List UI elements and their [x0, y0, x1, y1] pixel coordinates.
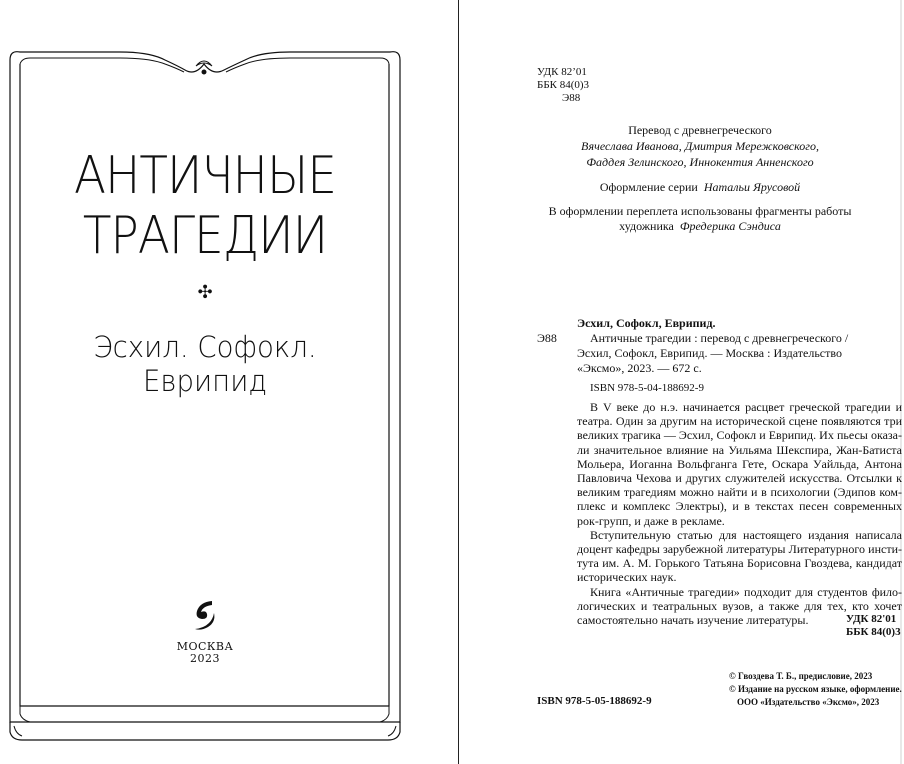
catalog-line2: Эсхил, Софокл, Еврипид. — Москва : Издательство: [577, 346, 842, 360]
page-divider: [458, 0, 459, 764]
catalog-heading: Эсхил, Софокл, Еврипид.: [577, 316, 716, 330]
fleuron-icon: ✣: [197, 282, 213, 303]
cover-credit-line2: [520, 219, 880, 234]
bottom-udk-code: УДК 82'01: [846, 613, 897, 625]
annotation-p2-line: исторических наук.: [577, 570, 677, 585]
annotation-p2-line: Вступительную статью для настоящего издания написала: [590, 527, 902, 542]
annotation-p3-line: самостоятельно начать изучение литературы.: [577, 613, 809, 627]
author-mark: Э88: [562, 92, 581, 104]
annotation-p1-line: рок-групп, и даже в рекламе.: [577, 513, 725, 528]
catalog-mark: Э88: [537, 331, 557, 345]
eksmo-logo-icon: [190, 598, 220, 634]
annotation-p1-line: театра. Один за другим на исторической сцене появляются три: [577, 414, 902, 429]
annotation-p3-line: Книга «Античные трагедии» подходит для студентов фило-: [590, 584, 902, 599]
catalog-isbn: ISBN 978-5-04-188692-9: [590, 382, 704, 394]
series-design-label: Оформление серии: [599, 180, 698, 194]
annotation-p2-line: доцент кафедры зарубежной литературы Литературного инсти-: [577, 542, 902, 556]
annotation-p1-line: плекс и комплекс Электры), и в текстах песен современных: [577, 499, 902, 514]
translation-label: Перевод с древнегреческого: [628, 123, 772, 137]
series-designer: Натальи Ярусовой: [703, 180, 801, 194]
series-design-credit: [520, 180, 880, 195]
publisher-city: МОСКВА: [176, 640, 234, 653]
catalog-line1: Античные трагедии : перевод с древнегреческого /: [590, 331, 849, 345]
annotation-p1-line: Мольера, Иоганна Вольфганга Гете, Оскара Уайльда, Антона: [577, 456, 902, 471]
page-edge: [900, 0, 902, 764]
annotation-p1-line: ли значительное влияние на Уильяма Шекспира, Жан-Батиста: [577, 442, 902, 457]
annotation-p1-line: великим трагедиям можно найти и в психологии (Эдипов ком-: [577, 485, 902, 500]
bottom-isbn: ISBN 978-5-05-188692-9: [537, 695, 652, 707]
book-authors: Эсхил. Софокл. Еврипид: [93, 330, 317, 398]
bbk-code: ББК 84(0)3: [537, 79, 590, 91]
copyright-line2: © Издание на русском языке, оформление.: [729, 684, 902, 694]
cover-artist-label: художника: [619, 219, 674, 233]
annotation-p3-line: логических и театральных вузов, а также для тех, кто хочет: [577, 598, 902, 613]
annotation-p1-line: Павловича Чехова и других служителей искусства. Отсылки к: [577, 471, 902, 485]
cover-artist: Фредерика Сэндиса: [679, 219, 781, 233]
annotation-p2-line: тута им. А. М. Горького Татьяна Борисовна Гвоздева, кандидат: [577, 556, 902, 571]
book-title-line2: ТРАГЕДИИ: [82, 206, 328, 266]
copyright-line1: © Гвоздева Т. Б., предисловие, 2023: [729, 671, 873, 681]
book-title-line1: АНТИЧНЫЕ: [73, 146, 337, 206]
publication-year: 2023: [190, 652, 220, 665]
cover-credit-line1: В оформлении переплета использованы фрагменты работы: [548, 204, 852, 218]
annotation-p1-line: великих трагика — Эсхил, Софокл и Еврипид. Их пьесы оказа-: [577, 428, 902, 443]
catalog-line3: «Эксмо», 2023. — 672 с.: [577, 361, 702, 375]
translators-line2: Фаддея Зелинского, Иннокентия Анненского: [586, 155, 814, 169]
annotation-p1-line: В V веке до н.э. начинается расцвет греческой трагедии и: [590, 400, 902, 414]
udk-code: УДК 82’01: [537, 66, 587, 78]
copyright-line3: ООО «Издательство «Эксмо», 2023: [737, 697, 880, 707]
translators-line1: Вячеслава Иванова, Дмитрия Мережковского,: [581, 139, 819, 153]
bottom-bbk-code: ББК 84(0)3: [846, 626, 901, 638]
